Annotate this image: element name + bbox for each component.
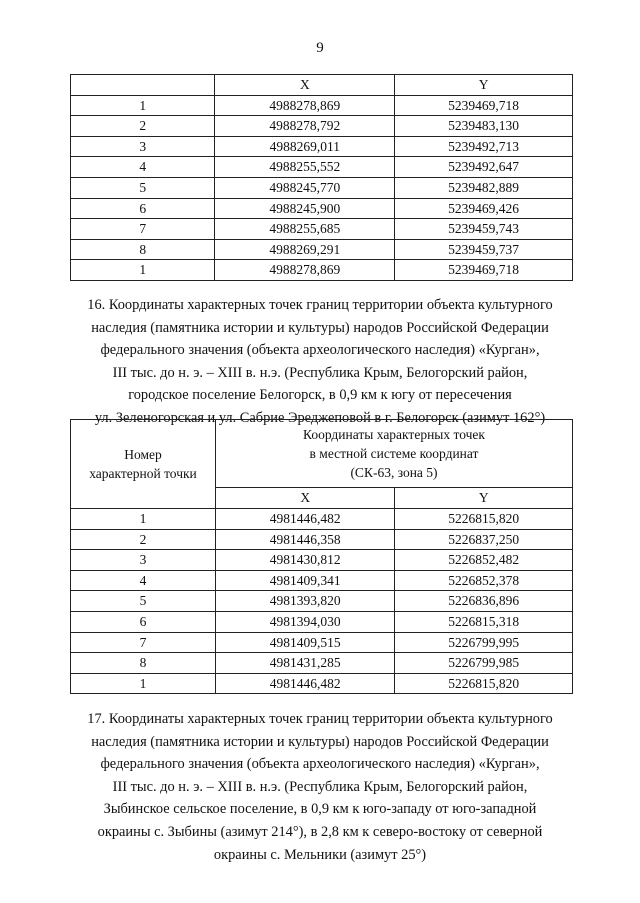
point-number-cell: 1 — [71, 260, 215, 281]
point-number-cell: 1 — [71, 673, 216, 694]
x-coordinate-cell: 4981431,285 — [215, 653, 394, 674]
x-coordinate-cell: 4988245,900 — [215, 198, 395, 219]
y-coordinate-cell: 5239492,647 — [395, 157, 573, 178]
x-coordinate-cell: 4981446,482 — [215, 509, 394, 530]
point-number-cell: 8 — [71, 239, 215, 260]
table-row — [71, 260, 573, 281]
table-row — [71, 116, 573, 137]
x-coordinate-cell: 4988269,291 — [215, 239, 395, 260]
point-number-cell: 8 — [71, 653, 216, 674]
point-number-cell: 7 — [71, 632, 216, 653]
y-coordinate-cell: 5226815,820 — [395, 673, 573, 694]
y-coordinate-cell: 5239469,426 — [395, 198, 573, 219]
y-coordinate-cell: 5226815,820 — [395, 509, 573, 530]
y-coordinate-cell: 5226799,995 — [395, 632, 573, 653]
page-number: 9 — [316, 40, 324, 56]
table-row — [71, 509, 573, 530]
table-row — [71, 219, 573, 240]
coordinates-table-16 — [70, 419, 573, 694]
x-coordinate-cell: 4988278,869 — [215, 95, 395, 116]
y-coordinate-cell: 5239482,889 — [395, 177, 573, 198]
column-header-point-number: Номер характерной точки — [71, 420, 216, 509]
section-16-heading: 16. Координаты характерных точек границ территории объекта культурного наследия (памятника истории и культуры) народов Российской Федерации федерального значения (объекта археологического наследия) «Курган», III тыс. до н. э. – XIII в. н.э. (Республика Крым, Белогорский район, городское поселение Белогорск, в 0,9 км к югу от пересечения ул. Зеленогорская и ул. Сабрие Эреджеповой в г. Белогорск (азимут 162°) — [87, 297, 553, 426]
y-coordinate-cell: 5239459,743 — [395, 219, 573, 240]
x-coordinate-cell: 4981393,820 — [215, 591, 394, 612]
y-coordinate-cell: 5226836,896 — [395, 591, 573, 612]
point-number-cell: 3 — [71, 136, 215, 157]
table-row — [71, 673, 573, 694]
point-number-cell: 1 — [71, 509, 216, 530]
table-row — [71, 136, 573, 157]
column-header-y: Y — [395, 75, 573, 96]
point-number-cell: 5 — [71, 177, 215, 198]
column-header-point — [71, 75, 215, 96]
point-number-cell: 3 — [71, 550, 216, 571]
point-number-cell: 4 — [71, 157, 215, 178]
column-header-x: X — [215, 75, 395, 96]
coordinates-table-15 — [70, 74, 573, 281]
y-coordinate-cell: 5226852,378 — [395, 570, 573, 591]
x-coordinate-cell: 4988255,552 — [215, 157, 395, 178]
column-header-y: Y — [395, 488, 573, 509]
x-coordinate-cell: 4981446,358 — [215, 529, 394, 550]
column-group-header-coordinates: Координаты характерных точек в местной системе координат (СК-63, зона 5) — [215, 420, 572, 488]
x-coordinate-cell: 4981394,030 — [215, 611, 394, 632]
y-coordinate-cell: 5226815,318 — [395, 611, 573, 632]
x-coordinate-cell: 4988255,685 — [215, 219, 395, 240]
table-row — [71, 177, 573, 198]
table-row — [71, 95, 573, 116]
y-coordinate-cell: 5239492,713 — [395, 136, 573, 157]
section-17-heading: 17. Координаты характерных точек границ территории объекта культурного наследия (памятника истории и культуры) народов Российской Федерации федерального значения (объекта археологического наследия) «Курган», III тыс. до н. э. – XIII в. н.э. (Республика Крым, Белогорский район, Зыбинское сельское поселение, в 0,9 км к юго-западу от юго-западной окраины с. Зыбины (азимут 214°), в 2,8 км к северо-востоку от северной окраины с. Мельники (азимут 25°) — [87, 711, 553, 863]
x-coordinate-cell: 4981446,482 — [215, 673, 394, 694]
y-coordinate-cell: 5239469,718 — [395, 260, 573, 281]
point-number-cell: 6 — [71, 611, 216, 632]
y-coordinate-cell: 5226852,482 — [395, 550, 573, 571]
x-coordinate-cell: 4981430,812 — [215, 550, 394, 571]
table-row — [71, 198, 573, 219]
table-row — [71, 239, 573, 260]
x-coordinate-cell: 4981409,515 — [215, 632, 394, 653]
y-coordinate-cell: 5226837,250 — [395, 529, 573, 550]
x-coordinate-cell: 4981409,341 — [215, 570, 394, 591]
y-coordinate-cell: 5239469,718 — [395, 95, 573, 116]
point-number-cell: 4 — [71, 570, 216, 591]
x-coordinate-cell: 4988269,011 — [215, 136, 395, 157]
table-row — [71, 611, 573, 632]
table-row — [71, 570, 573, 591]
table-row — [71, 157, 573, 178]
x-coordinate-cell: 4988278,792 — [215, 116, 395, 137]
x-coordinate-cell: 4988245,770 — [215, 177, 395, 198]
point-number-cell: 1 — [71, 95, 215, 116]
y-coordinate-cell: 5226799,985 — [395, 653, 573, 674]
table-header-row — [71, 420, 573, 488]
point-number-cell: 7 — [71, 219, 215, 240]
table-row — [71, 653, 573, 674]
table-header-row — [71, 75, 573, 96]
x-coordinate-cell: 4988278,869 — [215, 260, 395, 281]
column-header-x: X — [215, 488, 394, 509]
table-row — [71, 529, 573, 550]
y-coordinate-cell: 5239459,737 — [395, 239, 573, 260]
point-number-cell: 6 — [71, 198, 215, 219]
point-number-cell: 2 — [71, 116, 215, 137]
point-number-cell: 2 — [71, 529, 216, 550]
table-row — [71, 550, 573, 571]
table-row — [71, 591, 573, 612]
y-coordinate-cell: 5239483,130 — [395, 116, 573, 137]
point-number-cell: 5 — [71, 591, 216, 612]
table-row — [71, 632, 573, 653]
